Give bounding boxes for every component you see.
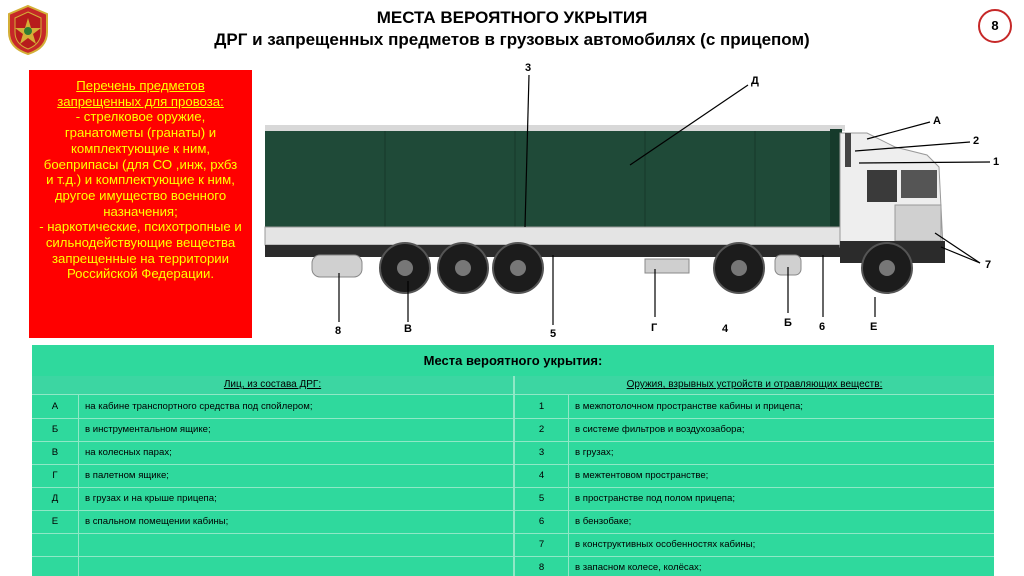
marker-7-label: 7 (985, 259, 992, 271)
row-key: А (51, 401, 59, 412)
row-text: в конструктивных особенностях кабины; (575, 539, 756, 550)
table-row (32, 487, 513, 510)
row-key (32, 556, 78, 576)
row-key (32, 533, 78, 556)
page-subtitle: ДРГ и запрещенных предметов в грузовых автомобилях (с прицепом) (214, 30, 810, 49)
row-text (79, 533, 513, 556)
marker-6-label: 6 (819, 321, 826, 333)
hiding-places-table (32, 345, 994, 576)
table-row (32, 556, 513, 576)
page-title: МЕСТА ВЕРОЯТНОГО УКРЫТИЯ (376, 8, 648, 27)
row-key: 3 (538, 447, 545, 458)
row-key: 1 (538, 401, 545, 412)
marker-b-label: Б (784, 317, 792, 329)
row-text: в межпотолочном пространстве кабины и прицепа; (575, 401, 803, 412)
trailer-tarp (265, 129, 835, 229)
table-row (32, 441, 513, 464)
row-text: в запасном колесе, колёсах; (575, 562, 702, 573)
row-text: в системе фильтров и воздухозабора; (575, 424, 745, 435)
row-text: в бензобаке; (575, 516, 632, 527)
row-key: 6 (538, 516, 545, 527)
row-text: на кабине транспортного средства под спойлером; (85, 401, 313, 412)
table-row (515, 556, 994, 576)
row-key: 2 (538, 424, 545, 435)
row-text: в грузах; (575, 447, 614, 458)
marker-1-label: 1 (993, 156, 1000, 168)
row-text: в пространстве под полом прицепа; (575, 493, 735, 504)
marker-3-label: 3 (525, 62, 532, 74)
table-row (32, 418, 513, 441)
row-text: в грузах и на крыше прицепа; (85, 493, 217, 504)
table-row (32, 464, 513, 487)
table-row (515, 441, 994, 464)
marker-e-label: Е (870, 321, 878, 333)
row-text: в палетном ящике; (85, 470, 169, 481)
row-text: в межтентовом пространстве; (575, 470, 709, 481)
row-key: Д (51, 493, 59, 504)
row-key: Е (51, 516, 59, 527)
row-key: В (51, 447, 59, 458)
table-row (32, 395, 513, 418)
prohibited-items-text: - стрелковое оружие, гранатометы (гранаты) и комплектующие к ним, боеприпасы (для СО ,инж, рхбз и т.д.) и комплектующие к ним, другое имущество военного назначения; - наркотические, психотропные и сильнодействующие вещества запрещенные на территории Российской Федерации. (39, 109, 242, 282)
row-key: 5 (538, 493, 545, 504)
row-key: Г (52, 470, 58, 481)
prohibited-items-heading: Перечень предметов запрещенных для провоза: (57, 78, 224, 109)
marker-v-label: В (404, 323, 412, 335)
page-number-badge: 8 (978, 9, 1012, 43)
row-text: в инструментальном ящике; (85, 424, 211, 435)
table-row (515, 395, 994, 418)
left-column-header: Лиц, из состава ДРГ: (32, 376, 513, 394)
prohibited-items-box (29, 70, 252, 338)
right-column-header: Оружия, взрывных устройств и отравляющих веществ: (515, 376, 994, 394)
truck-illustration (255, 55, 1024, 345)
table-row (515, 533, 994, 556)
table-row (515, 418, 994, 441)
row-text: на колесных парах; (85, 447, 172, 458)
marker-8-label: 8 (335, 325, 342, 337)
table-row (515, 487, 994, 510)
marker-5-label: 5 (550, 328, 557, 340)
row-key: 4 (538, 470, 545, 481)
row-text (79, 556, 513, 576)
table-row (32, 533, 513, 556)
row-key: 7 (538, 539, 545, 550)
marker-g-label: Г (651, 322, 658, 334)
row-key: Б (51, 424, 59, 435)
marker-a-label: А (933, 115, 941, 127)
table-row (515, 510, 994, 533)
row-text: в спальном помещении кабины; (85, 516, 229, 527)
truck-diagram (255, 55, 1024, 345)
marker-d-label: Д (751, 75, 759, 87)
table-row (32, 510, 513, 533)
marker-4-label: 4 (722, 323, 729, 335)
row-key: 8 (538, 562, 545, 573)
table-row (515, 464, 994, 487)
table-title: Места вероятного укрытия: (423, 353, 603, 368)
marker-2-label: 2 (973, 135, 980, 147)
